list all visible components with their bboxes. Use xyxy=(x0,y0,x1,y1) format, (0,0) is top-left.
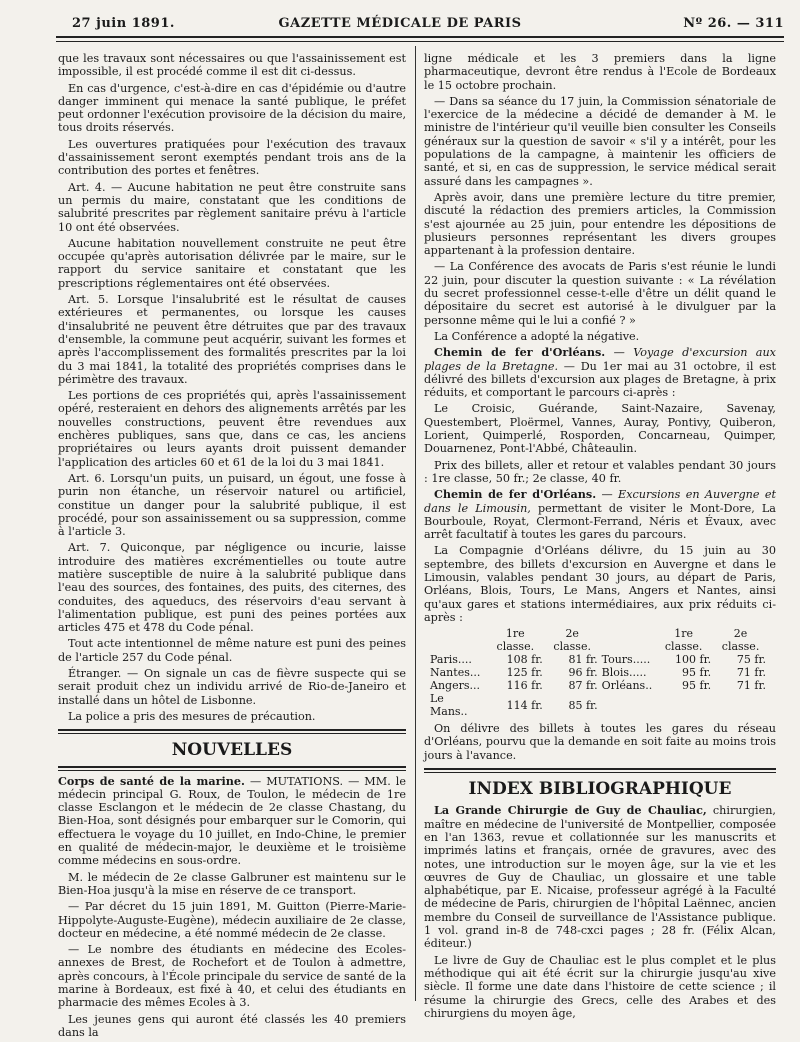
paragraph: Art. 4. — Aucune habitation ne peut être construite sans un permis du maire, constatant que les conditions de salubrité prescrites par règlement sanitaire prévu à l'article 10 ont été observées. xyxy=(58,180,406,234)
paragraph: On délivre des billets à toutes les gares du réseau d'Orléans, pourvu que la demande en soit faite au moins trois jours à l'avance. xyxy=(424,722,776,762)
table-header-row xyxy=(428,627,768,653)
paragraph-book xyxy=(424,804,776,950)
subtitle-chemin-fer-1: — Voyage d'excursion aux plages de la Bretagne. xyxy=(424,346,776,373)
paragraph: — Le nombre des étudiants en médecine des Ecoles-annexes de Brest, de Rochefort et de Toulon à admettre, après concours, à l'École principale du service de santé de la marine à Bordeaux, est fixé à 40, et celui des étudiants en pharmacie des mêmes Ecoles à 3. xyxy=(58,943,406,1010)
paragraph: Aucune habitation nouvellement construite ne peut être occupée qu'après autorisation délivrée par le maire, sur le rapport du service sanitaire et constatant que les prescriptions réglementaires ont été observées. xyxy=(58,236,406,290)
cell: 81 fr. xyxy=(568,653,598,667)
paragraph: La Conférence a adopté la négative. xyxy=(434,329,640,343)
paragraph: — La Conférence des avocats de Paris s'est réunie le lundi 22 juin, pour discuter la question suivante : « La révélation du secret professionnel cesse-t-elle d'être un délit quand le dépositaire du secret est autorisé à le divulguer par la personne même qui le lui a confié ? » xyxy=(424,260,776,327)
page-header xyxy=(0,0,800,40)
book-title: La Grande Chirurgie de Guy de Chauliac, xyxy=(434,803,707,818)
book-description: chirurgien, maître en médecine de l'université de Montpellier, composée en l'an 1363, revue et collationnée sur les manuscrits et imprimés latins et français, ornée de gravures, avec des notes, une introduction sur le moyen âge, sur la vie et les œuvres de Guy de Chauliac, un glossaire et une table alphabétique, par E. Nicaise, professeur agrégé à la Faculté de médecine de Paris, chirurgien de l'hôpital Laënnec, ancien membre du Conseil de surveillance de l'Assistance publique. 1 vol. grand in-8 de 748-cxci pages ; 28 fr. (Félix Alcan, éditeur.) xyxy=(424,804,776,951)
cell: Blois..... xyxy=(601,666,647,680)
column-separator xyxy=(415,46,416,1001)
cell: 85 fr. xyxy=(568,698,598,712)
paragraph: M. le médecin de 2e classe Galbruner est maintenu sur le Bien-Hoa jusqu'à la mise en réserve de ce transport. xyxy=(58,870,406,897)
paragraph: En cas d'urgence, c'est-à-dire en cas d'épidémie ou d'autre danger imminent qui menace la santé publique, le préfet peut ordonner l'exécution provisoire de la décision du maire, tous droits réservés. xyxy=(58,81,406,135)
paragraph: Les portions de ces propriétés qui, après l'assainissement opéré, resteraient en dehors des alignements arrêtés par les nouvelles constructions, peuvent être revendues aux enchères publiques, sans que, dans ce cas, les anciens propriétaires ou leurs ayants droit puissent demander l'application des articles 60 et 61 de la loi du 3 mai 1841. xyxy=(58,389,406,469)
section-rule xyxy=(58,729,406,734)
paragraph: — Par décret du 15 juin 1891, M. Guitton (Pierre-Marie-Hippolyte-Auguste-Eugène), médecin auxiliaire de 2e classe, docteur en médecine, a été nommé médecin de 2e classe. xyxy=(58,900,406,940)
cell: 116 fr. xyxy=(506,679,543,693)
paragraph: Après avoir, dans une première lecture du titre premier, discuté la rédaction des premiers articles, la Commission s'est ajournée au 25 juin, pour entendre les dépositions de plusieurs personnes représentant les divers groupes appartenant à la profession dentaire. xyxy=(424,190,776,258)
paragraph: La police a pris des mesures de précaution. xyxy=(68,709,316,723)
cell: Tours..... xyxy=(601,653,651,667)
paragraph: Art. 5. Lorsque l'insalubrité est le résultat de causes extérieures et permanentes, ou lorsque les causes d'insalubrité ne peuvent être détruites que par des travaux d'ensemble, la commune peut acquérir, suivant les formes et après l'accomplissement des formalités prescrites par la loi du 3 mai 1841, la totalité des propriétés comprises dans le périmètre des travaux. xyxy=(58,293,406,386)
header-date: 27 juin 1891. xyxy=(72,16,175,31)
price-text: Prix des billets, aller et retour et valables pendant 30 jours : 1re classe, 50 fr.; 2e classe, 40 fr. xyxy=(424,458,776,485)
cell: 71 fr. xyxy=(736,679,766,693)
paragraph: Art. 6. Lorsqu'un puits, un puisard, un égout, une fosse à purin non étanche, un réservoir naturel ou artificiel, constitue un danger pour la salubrité publique, il est procédé, pour son assainissement ou sa suppression, comme à l'article 3. xyxy=(58,471,406,539)
section-rule xyxy=(58,766,406,771)
cell xyxy=(600,692,655,718)
table-row xyxy=(428,666,768,679)
left-column xyxy=(58,52,406,1042)
text-corps-sante: — MUTATIONS. — MM. le médecin principal G. Roux, de Toulon, le médecin de 1re classe Esclangon et le médecin de 2e classe Chastang, du Bien-Hoa, sont désignés pour embarquer sur le Comorin, qui effectuera le voyage du 10 juillet, en Indo-Chine, le premier en qualité de médecin-major, le deuxième et le troisième comme médecins en sous-ordre. xyxy=(58,774,406,868)
lead-chemin-fer-1: Chemin de fer d'Orléans. xyxy=(434,345,606,360)
cell: Nantes... xyxy=(430,666,481,680)
lead-chemin-fer-2: Chemin de fer d'Orléans. xyxy=(434,487,597,502)
cell xyxy=(713,692,768,718)
section-title-nouvelles: NOUVELLES xyxy=(171,740,293,761)
col-header: 1re classe. xyxy=(664,627,703,654)
cell: 95 fr. xyxy=(682,666,712,680)
paragraph-chemin-fer-1 xyxy=(424,346,776,399)
cell: 71 fr. xyxy=(736,666,766,680)
col-header: 2e classe. xyxy=(553,627,591,654)
paragraph: Étranger. — On signale un cas de fièvre suspecte qui se serait produit chez un individu arrivé de Rio-de-Janeiro et installé dans un hôtel de Lisbonne. xyxy=(58,667,406,707)
cell xyxy=(654,692,713,718)
price-table xyxy=(428,627,768,718)
col-header: 2e classe. xyxy=(721,627,760,654)
paragraph: Art. 7. Quiconque, par négligence ou incurie, laisse introduire des matières excrémentielles ou toute autre matière susceptible de nuire à la salubrité publique dans l'eau des sources, des fontaines, des puits, des citernes, des conduites, des aqueducs, des réservoirs d'eau servant à l'alimentation publique, est puni des peines portées aux articles 475 et 478 du Code pénal. xyxy=(58,541,406,635)
col-header: 1re classe. xyxy=(496,627,535,654)
lead-corps-sante: Corps de santé de la marine. xyxy=(58,773,245,788)
route-list: Le Croisic, Guérande, Saint-Nazaire, Savenay, Questembert, Ploërmel, Vannes, Auray, Pontivy, Quiberon, Lorient, Quimperlé, Rosporden, Concarneau, Quimper, Douarnenez, Pont-l'Abbé, Châteaulin. xyxy=(424,402,776,456)
cell: 75 fr. xyxy=(736,653,766,667)
paragraph: Les ouvertures pratiquées pour l'exécution des travaux d'assainissement seront exemptés pendant trois ans de la contribution des portes et fenêtres. xyxy=(58,137,406,178)
paragraph: Tout acte intentionnel de même nature est puni des peines de l'article 257 du Code pénal. xyxy=(58,637,406,664)
header-page-number: Nº 26. — 311 xyxy=(683,16,784,31)
paragraph: Le livre de Guy de Chauliac est le plus complet et le plus méthodique qui ait été écrit sur la chirurgie jusqu'au xive siècle. Il forme une date dans l'histoire de cette science ; il résume la chirurgie des Grecs, celle des Arabes et des chirurgiens du moyen âge, xyxy=(424,953,776,1020)
header-rule xyxy=(56,36,784,42)
section-rule xyxy=(424,768,776,773)
table-row xyxy=(428,692,768,718)
cell: 108 fr. xyxy=(506,653,543,667)
cell: 125 fr. xyxy=(506,666,543,680)
cell: Angers... xyxy=(430,679,480,693)
header-title: GAZETTE MÉDICALE DE PARIS xyxy=(278,16,522,31)
cell: 95 fr. xyxy=(682,679,712,693)
section-title-index: INDEX BIBLIOGRAPHIQUE xyxy=(468,779,732,800)
cell: 100 fr. xyxy=(675,653,712,667)
paragraph: La Compagnie d'Orléans délivre, du 15 juin au 30 septembre, des billets d'excursion en Auvergne et dans le Limousin, valables pendant 30 jours, au départ de Paris, Orléans, Blois, Tours, Le Mans, Angers et Nantes, ainsi qu'aux gares et stations intermédiaires, aux prix réduits ci-après : xyxy=(424,544,776,624)
cell: Le Mans.. xyxy=(430,692,468,719)
cell: Paris.... xyxy=(430,653,472,667)
paragraph: que les travaux sont nécessaires ou que l'assainissement est impossible, il est procédé comme il est dit ci-dessus. xyxy=(58,52,406,79)
cell: 96 fr. xyxy=(568,666,598,680)
cell: Orléans.. xyxy=(601,679,653,693)
table-row xyxy=(428,679,768,692)
paragraph: — Dans sa séance du 17 juin, la Commission sénatoriale de l'exercice de la médecine a décidé de demander à M. le ministre de l'intérieur qu'il veuille bien consulter les Conseils généraux sur la question de savoir « s'il y a intérêt, pour les populations de la campagne, à maintenir les officiers de santé, et si, en cas de suppression, le service médical serait assuré dans les campagnes ». xyxy=(424,94,776,188)
right-column xyxy=(424,52,776,1023)
text-chemin-fer-2: permettant de visiter le Mont-Dore, La Bourboule, Royat, Clermont-Ferrand, Néris et Évaux, avec arrêt facultatif à toutes les gares du parcours. xyxy=(424,501,776,542)
paragraph: Les jeunes gens qui auront été classés les 40 premiers dans la xyxy=(58,1012,406,1039)
table-row xyxy=(428,653,768,666)
paragraph: ligne médicale et les 3 premiers dans la ligne pharmaceutique, devront être rendus à l'Ecole de Bordeaux le 15 octobre prochain. xyxy=(424,52,776,92)
text-chemin-fer-1: — Du 1er mai au 31 octobre, il est délivré des billets d'excursion aux plages de Bretagne, à prix réduits, et comportant le parcours ci-après : xyxy=(424,359,776,400)
paragraph-chemin-fer-2 xyxy=(424,488,776,541)
cell: 114 fr. xyxy=(506,698,543,712)
subtitle-chemin-fer-2: — Excursions en Auvergne et dans le Limousin, xyxy=(424,488,776,515)
paragraph-corps-sante xyxy=(58,775,406,868)
cell: 87 fr. xyxy=(568,679,598,693)
